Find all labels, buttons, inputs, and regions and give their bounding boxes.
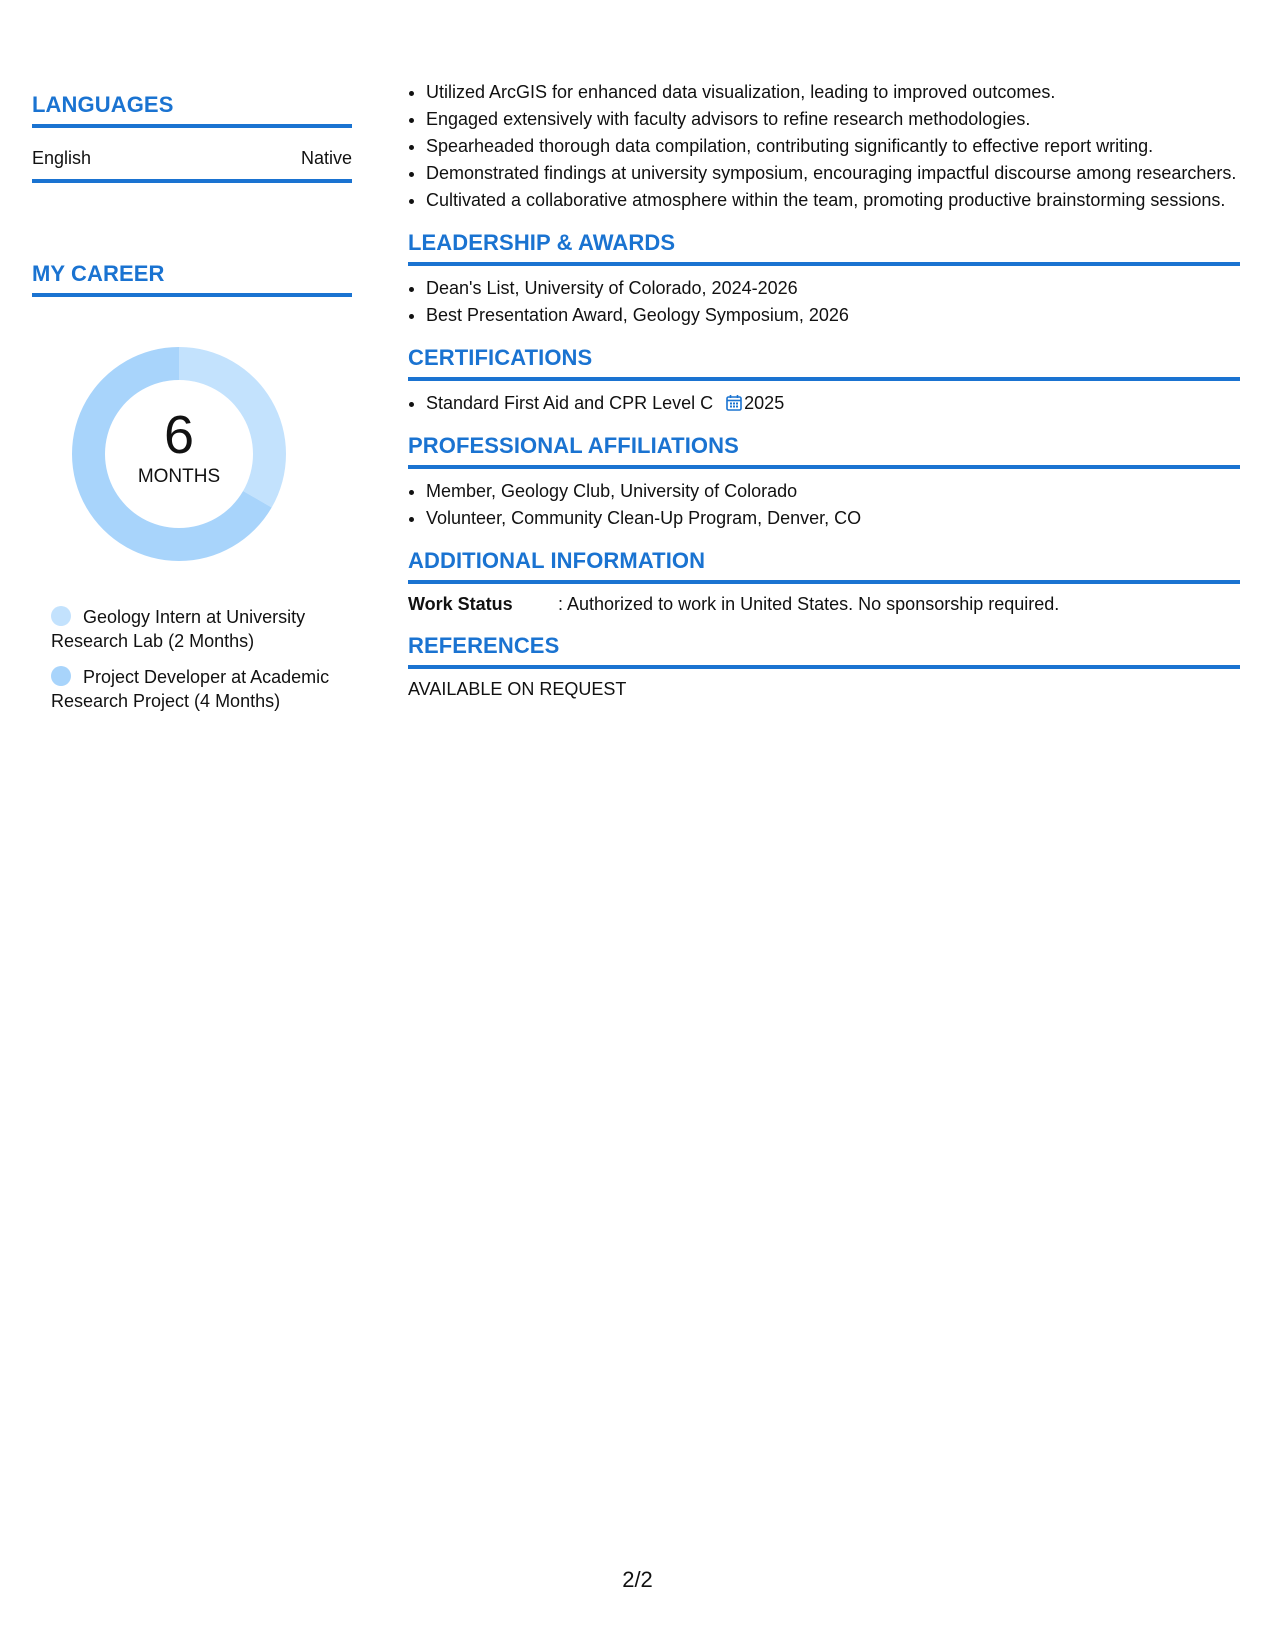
references-text: AVAILABLE ON REQUEST: [408, 679, 627, 699]
leadership-item: • Dean's List, University of Colorado, 2024-2026: [426, 276, 1240, 300]
donut-center: [64, 339, 294, 569]
references-section: [408, 633, 1240, 700]
legend-label: Project Developer at Academic Research Project (4 Months): [51, 667, 330, 711]
leadership-section: [408, 230, 1240, 327]
page-number: 2/2: [622, 1567, 653, 1592]
legend-label: Geology Intern at University Research Lab (2 Months): [51, 607, 306, 651]
certifications-section: [408, 345, 1240, 415]
additional-info-section: [408, 548, 1240, 615]
languages-heading: LANGUAGES: [32, 92, 352, 128]
experience-bullet: • Engaged extensively with faculty advisors to refine research methodologies.: [426, 107, 1240, 131]
legend-dot: [51, 666, 71, 686]
certification-name: Standard First Aid and CPR Level C: [426, 393, 714, 413]
certifications-heading: CERTIFICATIONS: [408, 345, 1240, 381]
experience-bullet: • Cultivated a collaborative atmosphere within the team, promoting productive brainstorming sessions.: [426, 188, 1240, 212]
language-row-english: [32, 128, 352, 183]
legend-dot: [51, 606, 71, 626]
experience-bullet-list: [408, 80, 1240, 212]
work-status-value: : Authorized to work in United States. No sponsorship required.: [558, 594, 1060, 614]
legend-item: [51, 665, 341, 713]
certification-date: [726, 393, 784, 413]
additional-info-heading: ADDITIONAL INFORMATION: [408, 548, 1240, 584]
career-total-number: 6: [163, 405, 195, 465]
experience-bullet: • Demonstrated findings at university symposium, encouraging impactful discourse among researchers.: [426, 161, 1240, 185]
affiliation-item: • Volunteer, Community Clean-Up Program, Denver, CO: [426, 506, 1240, 530]
affiliation-item: • Member, Geology Club, University of Colorado: [426, 479, 1240, 503]
experience-bullet: • Utilized ArcGIS for enhanced data visualization, leading to improved outcomes.: [426, 80, 1240, 104]
left-column: [32, 92, 352, 725]
career-legend: [51, 605, 341, 713]
leadership-item: • Best Presentation Award, Geology Symposium, 2026: [426, 303, 1240, 327]
language-name: English: [32, 148, 92, 168]
calendar-icon: [726, 394, 742, 411]
right-column: [408, 80, 1240, 700]
affiliations-heading: PROFESSIONAL AFFILIATIONS: [408, 433, 1240, 469]
work-status-label: Work Status: [408, 594, 513, 614]
work-status-row: [408, 594, 1240, 615]
references-heading: REFERENCES: [408, 633, 1240, 669]
legend-item: [51, 605, 341, 653]
experience-bullet: • Spearheaded thorough data compilation, contributing significantly to effective report writing.: [426, 134, 1240, 158]
language-level: Native: [300, 148, 352, 168]
certification-item: [426, 391, 1240, 415]
certification-year: 2025: [744, 393, 785, 413]
affiliations-section: [408, 433, 1240, 530]
career-donut-chart: [64, 339, 294, 569]
leadership-heading: LEADERSHIP & AWARDS: [408, 230, 1240, 266]
career-total-unit: MONTHS: [137, 466, 221, 487]
career-heading: MY CAREER: [32, 261, 352, 297]
